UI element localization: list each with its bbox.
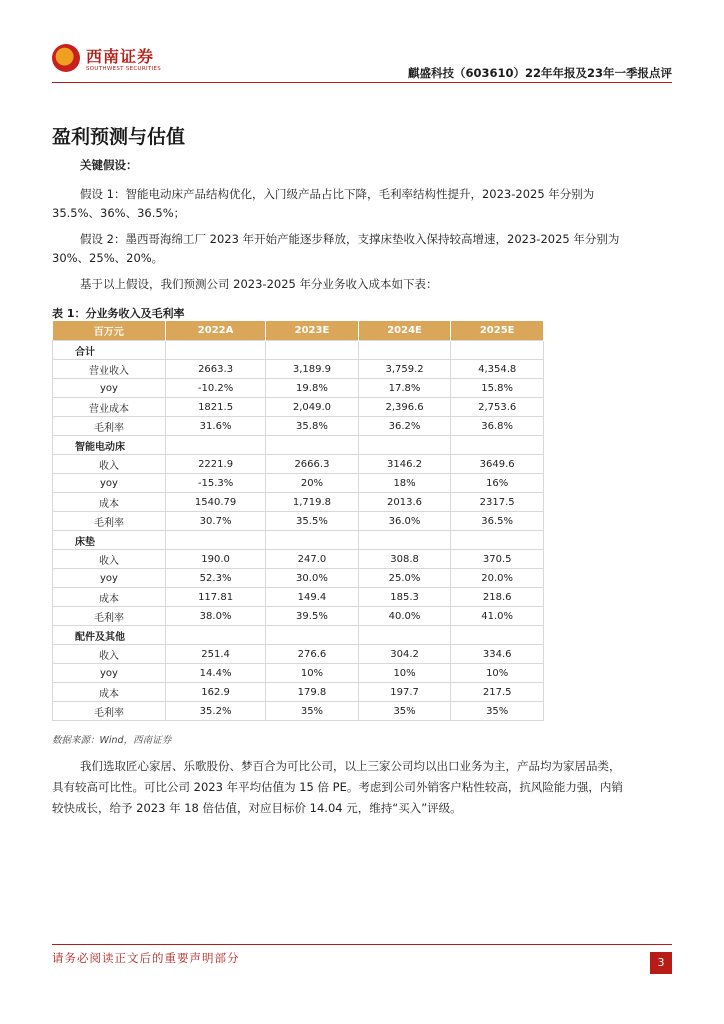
row-label: yoy bbox=[53, 379, 166, 398]
table-section-row bbox=[53, 341, 544, 360]
table-cell: 39.5% bbox=[266, 607, 359, 626]
header-divider bbox=[52, 82, 672, 83]
table-cell-empty bbox=[451, 531, 544, 550]
table-cell: 35% bbox=[451, 702, 544, 721]
page-header bbox=[52, 40, 672, 82]
section-label: 配件及其他 bbox=[53, 626, 166, 645]
table-cell-empty bbox=[451, 436, 544, 455]
table-cell: 117.81 bbox=[166, 588, 266, 607]
table-cell: 18% bbox=[358, 474, 451, 493]
table-cell: 370.5 bbox=[451, 550, 544, 569]
disclaimer-notice: 请务必阅读正文后的重要声明部分 bbox=[52, 951, 240, 965]
row-label: 成本 bbox=[53, 493, 166, 512]
table-cell: 30.7% bbox=[166, 512, 266, 531]
table-cell: 35.2% bbox=[166, 702, 266, 721]
table-row bbox=[53, 683, 544, 702]
page-number: 3 bbox=[650, 952, 672, 974]
row-label: 毛利率 bbox=[53, 512, 166, 531]
table-caption: 表 1：分业务收入及毛利率 bbox=[52, 307, 185, 320]
table-section-row bbox=[53, 436, 544, 455]
data-source: 数据来源：Wind，西南证券 bbox=[52, 735, 172, 746]
table-header-row bbox=[53, 321, 544, 341]
row-label: 营业成本 bbox=[53, 398, 166, 417]
row-label: 成本 bbox=[53, 683, 166, 702]
table-cell: 35% bbox=[358, 702, 451, 721]
table-cell: 20.0% bbox=[451, 569, 544, 588]
table-row bbox=[53, 474, 544, 493]
table-cell: 251.4 bbox=[166, 645, 266, 664]
table-cell-empty bbox=[166, 436, 266, 455]
assumption-2: 假设 2：墨西哥海绵工厂 2023 年开始产能逐步释放，支撑床垫收入保持较高增速，2023-2025 年分别为 30%、25%、20%。 bbox=[52, 232, 620, 265]
section-label: 智能电动床 bbox=[53, 436, 166, 455]
logo-emblem-icon bbox=[52, 44, 80, 72]
section-title: 盈利预测与估值 bbox=[52, 126, 186, 148]
table-cell: 190.0 bbox=[166, 550, 266, 569]
table-row bbox=[53, 702, 544, 721]
row-label: yoy bbox=[53, 664, 166, 683]
table-cell: 4,354.8 bbox=[451, 360, 544, 379]
table-cell-empty bbox=[451, 341, 544, 360]
table-cell: 304.2 bbox=[358, 645, 451, 664]
table-cell: 35.5% bbox=[266, 512, 359, 531]
table-cell: 3146.2 bbox=[358, 455, 451, 474]
table-cell: 16% bbox=[451, 474, 544, 493]
row-label: 毛利率 bbox=[53, 417, 166, 436]
table-cell-empty bbox=[451, 626, 544, 645]
section-label: 合计 bbox=[53, 341, 166, 360]
forecast-basis: 基于以上假设，我们预测公司 2023-2025 年分业务收入成本如下表： bbox=[80, 277, 438, 291]
table-cell: 14.4% bbox=[166, 664, 266, 683]
table-cell: 25.0% bbox=[358, 569, 451, 588]
col-header-2022a: 2022A bbox=[166, 321, 266, 341]
report-title: 麒盛科技（603610）22年年报及23年一季报点评 bbox=[407, 66, 672, 80]
table-cell-empty bbox=[266, 531, 359, 550]
table-cell: 149.4 bbox=[266, 588, 359, 607]
col-header-2024e: 2024E bbox=[358, 321, 451, 341]
table-cell: 38.0% bbox=[166, 607, 266, 626]
table-cell: 36.0% bbox=[358, 512, 451, 531]
table-cell: -10.2% bbox=[166, 379, 266, 398]
table-cell-empty bbox=[166, 626, 266, 645]
footer-divider bbox=[52, 944, 672, 945]
row-label: 收入 bbox=[53, 550, 166, 569]
col-header-unit: 百万元 bbox=[53, 321, 166, 341]
table-cell: 247.0 bbox=[266, 550, 359, 569]
row-label: 成本 bbox=[53, 588, 166, 607]
table-cell-empty bbox=[266, 626, 359, 645]
table-cell: 30.0% bbox=[266, 569, 359, 588]
table-cell: 1821.5 bbox=[166, 398, 266, 417]
col-header-2023e: 2023E bbox=[266, 321, 359, 341]
table-cell: 1540.79 bbox=[166, 493, 266, 512]
table-row bbox=[53, 607, 544, 626]
table-cell: 2663.3 bbox=[166, 360, 266, 379]
table-row bbox=[53, 398, 544, 417]
row-label: yoy bbox=[53, 569, 166, 588]
table-row bbox=[53, 417, 544, 436]
row-label: yoy bbox=[53, 474, 166, 493]
table-cell: 17.8% bbox=[358, 379, 451, 398]
table-cell: 2221.9 bbox=[166, 455, 266, 474]
table-cell: 3649.6 bbox=[451, 455, 544, 474]
logo-text-cn: 西南证券 bbox=[86, 47, 155, 66]
table-row bbox=[53, 379, 544, 398]
table-row bbox=[53, 455, 544, 474]
table-cell: 217.5 bbox=[451, 683, 544, 702]
table-cell: 36.2% bbox=[358, 417, 451, 436]
revenue-margin-table bbox=[52, 321, 544, 721]
assumption-1: 假设 1：智能电动床产品结构优化，入门级产品占比下降，毛利率结构性提升，2023-2025 年分别为 35.5%、36%、36.5%； bbox=[52, 187, 595, 220]
table-cell: 218.6 bbox=[451, 588, 544, 607]
table-cell: 15.8% bbox=[451, 379, 544, 398]
table-cell: 276.6 bbox=[266, 645, 359, 664]
row-label: 毛利率 bbox=[53, 702, 166, 721]
table-cell: 35.8% bbox=[266, 417, 359, 436]
key-assumptions-label: 关键假设： bbox=[80, 158, 138, 172]
table-row bbox=[53, 645, 544, 664]
table-cell: 41.0% bbox=[451, 607, 544, 626]
section-label: 床垫 bbox=[53, 531, 166, 550]
table-cell-empty bbox=[266, 341, 359, 360]
row-label: 营业收入 bbox=[53, 360, 166, 379]
table-cell: 2,049.0 bbox=[266, 398, 359, 417]
table-cell: 308.8 bbox=[358, 550, 451, 569]
table-cell: 36.5% bbox=[451, 512, 544, 531]
table-cell-empty bbox=[358, 626, 451, 645]
table-cell: 2013.6 bbox=[358, 493, 451, 512]
table-cell: 10% bbox=[266, 664, 359, 683]
table-section-row bbox=[53, 531, 544, 550]
table-cell-empty bbox=[266, 436, 359, 455]
table-cell: 185.3 bbox=[358, 588, 451, 607]
table-row bbox=[53, 569, 544, 588]
valuation-paragraph: 我们选取匠心家居、乐歌股份、梦百合为可比公司，以上三家公司均以出口业务为主，产品均为家居品类，具有较高可比性。可比公司 2023 年平均估值为 15 倍 PE。考虑到公司外销客户粘性较高，抗风险能力强，内销较快成长，给予 2023 年 18 倍估值，对应目标价 14.04 元，维持“买入”评级。 bbox=[52, 759, 623, 815]
row-label: 收入 bbox=[53, 455, 166, 474]
table-row bbox=[53, 588, 544, 607]
table-cell: 334.6 bbox=[451, 645, 544, 664]
table-row bbox=[53, 664, 544, 683]
table-cell: 19.8% bbox=[266, 379, 359, 398]
table-cell: 40.0% bbox=[358, 607, 451, 626]
table-cell-empty bbox=[358, 531, 451, 550]
table-cell: 1,719.8 bbox=[266, 493, 359, 512]
table-cell: -15.3% bbox=[166, 474, 266, 493]
table-section-row bbox=[53, 626, 544, 645]
table-row bbox=[53, 550, 544, 569]
table-cell: 2,396.6 bbox=[358, 398, 451, 417]
table-cell: 197.7 bbox=[358, 683, 451, 702]
table-cell: 35% bbox=[266, 702, 359, 721]
row-label: 毛利率 bbox=[53, 607, 166, 626]
table-cell: 2,753.6 bbox=[451, 398, 544, 417]
table-cell-empty bbox=[358, 341, 451, 360]
table-row bbox=[53, 512, 544, 531]
table-cell: 2666.3 bbox=[266, 455, 359, 474]
logo-text-en: SOUTHWEST SECURITIES bbox=[86, 66, 162, 72]
table-cell: 3,759.2 bbox=[358, 360, 451, 379]
table-cell-empty bbox=[166, 341, 266, 360]
table-cell: 3,189.9 bbox=[266, 360, 359, 379]
table-cell: 52.3% bbox=[166, 569, 266, 588]
table-row bbox=[53, 360, 544, 379]
table-cell: 179.8 bbox=[266, 683, 359, 702]
table-row bbox=[53, 493, 544, 512]
table-cell: 31.6% bbox=[166, 417, 266, 436]
table-cell: 2317.5 bbox=[451, 493, 544, 512]
company-logo bbox=[52, 42, 192, 78]
col-header-2025e: 2025E bbox=[451, 321, 544, 341]
table-cell-empty bbox=[358, 436, 451, 455]
row-label: 收入 bbox=[53, 645, 166, 664]
table-cell: 20% bbox=[266, 474, 359, 493]
table-cell: 162.9 bbox=[166, 683, 266, 702]
table-cell: 10% bbox=[358, 664, 451, 683]
table-cell-empty bbox=[166, 531, 266, 550]
table-cell: 36.8% bbox=[451, 417, 544, 436]
table-cell: 10% bbox=[451, 664, 544, 683]
